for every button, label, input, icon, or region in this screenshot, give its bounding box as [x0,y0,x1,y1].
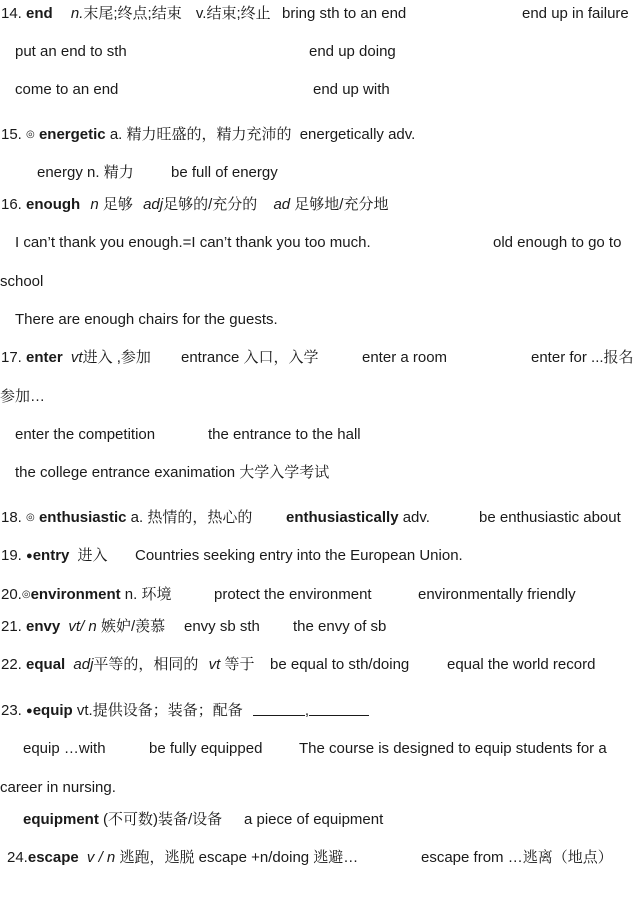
definition: 平等的，相同的 [93,656,199,673]
headword: environment [30,586,121,603]
phrase-line [37,163,134,183]
definition: 足够的/充分的 [163,196,258,213]
entry-number: 21. [1,618,22,635]
entry-equal [1,655,254,675]
phrase: equal the world record [447,656,596,673]
phrase: enter for ...报名 [531,349,634,366]
part-of-speech: n. [124,586,138,603]
phrase: energetically adv. [299,126,416,143]
entry-enter [1,348,151,368]
circle-mark-icon: ◎ [21,589,31,600]
phrase: put an end to sth [15,43,127,60]
circle-mark-icon: ◎ [26,129,35,140]
phrase: enter the competition [15,426,156,443]
phrase: end up doing [309,43,396,60]
noun-form [23,810,222,830]
entry-number: 24. [7,849,28,866]
headword: energetic [38,126,106,143]
definition: 提供设备；装备；配备 [92,702,243,719]
circle-mark-icon: ◎ [26,512,35,523]
headword: equip [32,702,73,719]
phrase: escape +n/doing 逃避… [198,849,359,866]
definition: 结束;终止 [206,5,271,22]
entry-number: 23. [1,702,22,719]
part-of-speech: vt/ n [68,618,97,635]
derived-word: enthusiastically [286,509,399,526]
part-of-speech: n [90,196,99,213]
phrase: come to an end [15,81,119,98]
phrase: be fully equipped [149,740,263,757]
blank-separator: , [304,702,310,719]
headword: equal [26,656,66,673]
definition: 嫉妒/羡慕 [100,618,166,635]
definition: 精力旺盛的，精力充沛的 [126,126,292,143]
phrase: equip …with [23,740,106,757]
definition: 热情的，热心的 [147,509,253,526]
headword: enter [26,349,63,366]
headword: entry [32,547,70,564]
entry-number: 16. [1,196,22,213]
headword: enthusiastic [38,509,127,526]
part-of-speech: a. [109,126,123,143]
headword: enough [26,196,81,213]
part-of-speech: vt [208,656,221,673]
entry-entry [1,546,108,566]
phrase: old enough to go to [493,234,622,251]
phrase: be equal to sth/doing [270,656,410,673]
entry-envy [1,617,165,637]
part-of-speech: vt [70,349,83,366]
entry-number: 14. [1,5,22,22]
phrase: I can’t thank you enough.=I can’t thank you too much. [15,234,371,251]
entry-number: 22. [1,656,22,673]
phrase: school [0,273,44,290]
phrase: the college entrance exanimation 大学入学考试 [15,464,330,481]
headword: escape [27,849,79,866]
definition: 等于 [224,656,255,673]
answer-blank[interactable] [309,701,369,716]
definition: 足够地/充分地 [294,196,389,213]
entry-enthusiastic [1,508,252,528]
definition: 进入 [77,547,108,564]
part-of-speech: a. [130,509,144,526]
phrase: escape from …逃离（地点） [421,849,613,866]
entry-number: 18. [1,509,22,526]
entry-number: 19. [1,547,22,564]
phrase: The course is designed to equip students for a [299,740,607,757]
definition: 末尾;终点;结束 [83,5,182,22]
phrase: the entrance to the hall [208,426,361,443]
phrase: environmentally friendly [418,586,576,603]
definition: 逃跑，逃脱 [119,849,195,866]
phrase: Countries seeking entry into the European Union. [135,547,463,564]
definition: 进入 ,参加 [82,349,151,366]
answer-blank[interactable] [253,701,305,716]
phrase: end up with [313,81,390,98]
headword: end [26,5,53,22]
definition: 足够 [102,196,133,213]
phrase: career in nursing. [0,779,116,796]
phrase: a piece of equipment [244,811,384,828]
adverb-form [286,508,430,528]
part-of-speech: adj [73,656,94,673]
headword: envy [26,618,61,635]
entry-number: 15. [1,126,22,143]
entry-end [1,4,271,24]
definition: (不可数)装备/设备 [103,811,223,828]
phrase: be full of energy [171,164,278,181]
entry-number: 20. [1,586,22,603]
entry-energetic [1,125,415,145]
part-of-speech: ad [273,196,291,213]
part-of-speech: adj [143,196,164,213]
bullet-mark-icon: ● [26,705,33,717]
phrase: be enthusiastic about [479,509,621,526]
part-of-speech: v. [195,5,207,22]
part-of-speech: n. [70,5,84,22]
part-of-speech: vt. [76,702,93,719]
phrase: envy sb sth [184,618,260,635]
phrase: the envy of sb [293,618,387,635]
entry-number: 17. [1,349,22,366]
entry-enough [1,195,388,215]
phrase: energy n. [37,164,100,181]
phrase: entrance 入口，入学 [181,349,319,366]
phrase: 参加… [0,388,46,405]
phrase: enter a room [362,349,448,366]
phrase: end up in failure [522,5,629,22]
phrase: There are enough chairs for the guests. [15,311,278,328]
definition: 精力 [103,164,134,181]
entry-environment [1,585,171,605]
part-of-speech: adv. [402,509,430,526]
part-of-speech: v / n [86,849,116,866]
phrase: protect the environment [214,586,372,603]
entry-escape [7,848,358,868]
definition: 环境 [141,586,172,603]
phrase: bring sth to an end [282,5,407,22]
derived-word: equipment [23,811,99,828]
entry-equip [1,701,369,721]
bullet-mark-icon: ● [26,550,33,562]
